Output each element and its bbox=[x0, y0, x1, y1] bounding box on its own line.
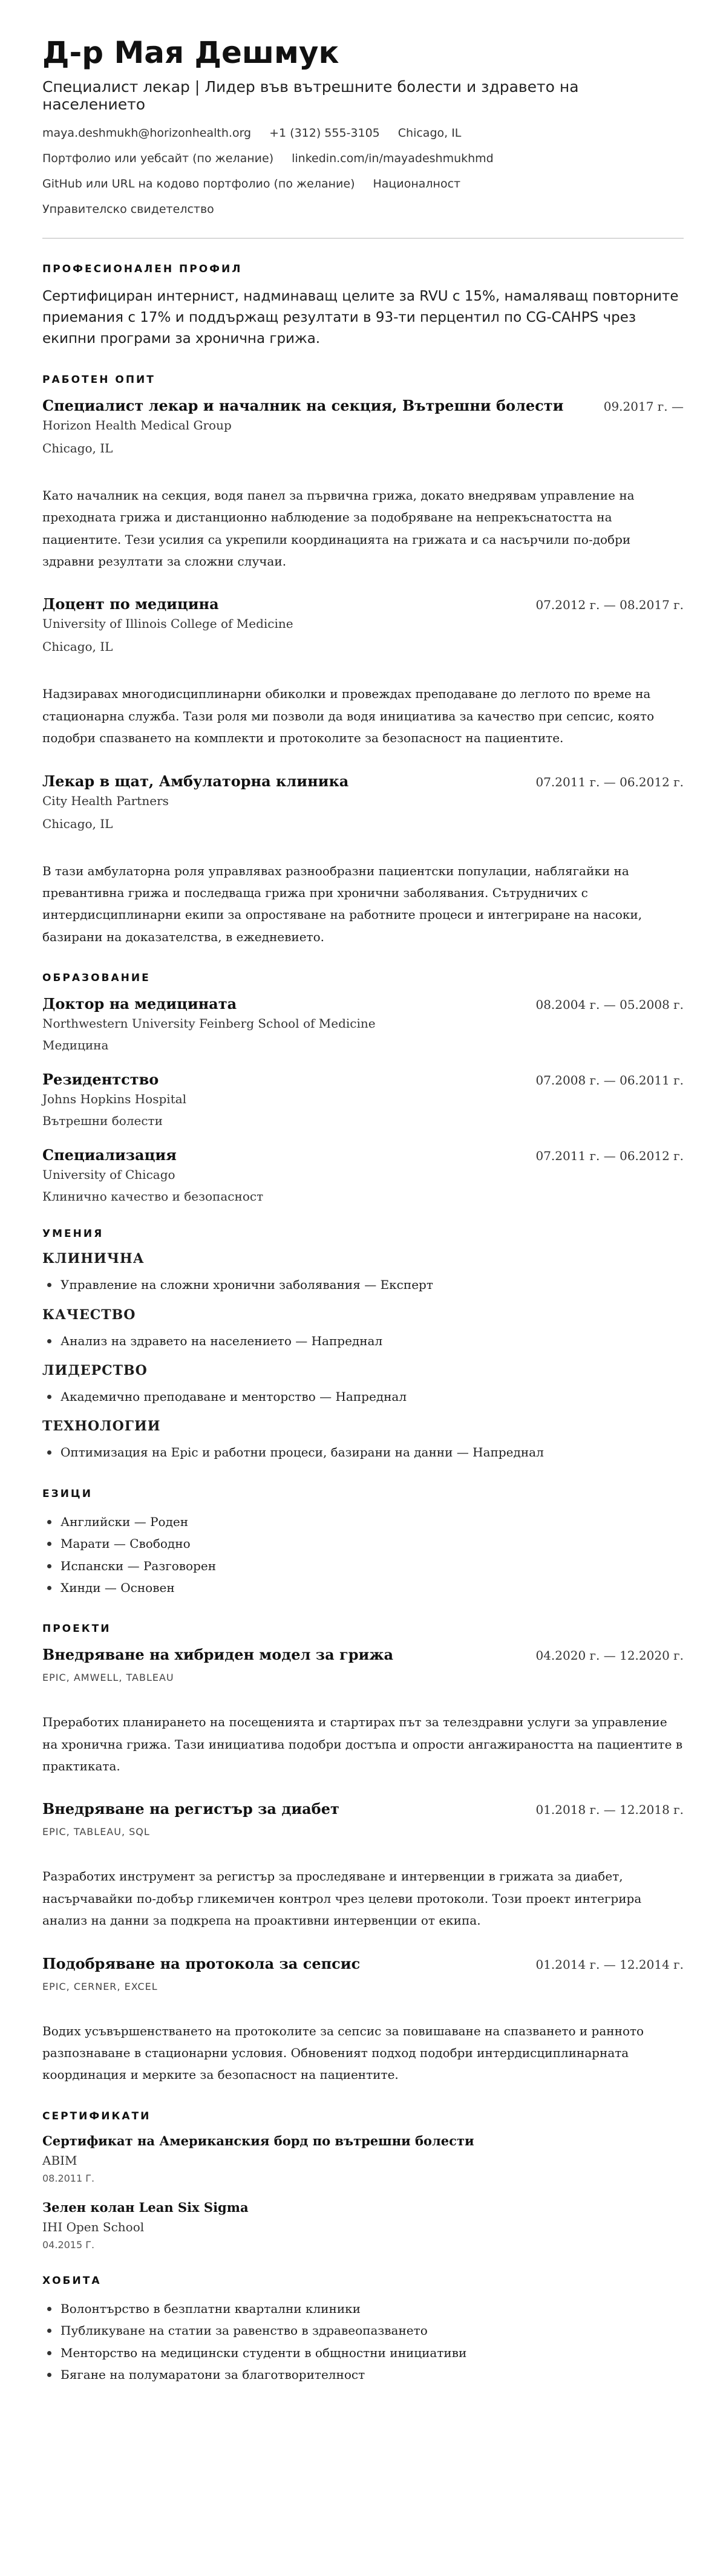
job-date: 07.2012 г. — 08.2017 г. bbox=[535, 598, 684, 613]
header-divider bbox=[42, 238, 684, 239]
job-description: Надзиравах многодисциплинарни обиколки и провеждах преподаване до леглото по време на стационарна служба. Тази роля ми позволи да водя инициатива за качество при сепсис, която подобри спазването на комплекти и протоколите за безопасност на пациентите. bbox=[42, 686, 655, 746]
hobbies-section bbox=[42, 2275, 684, 2386]
certification-entry bbox=[42, 2200, 684, 2251]
job-org: University of Illinois College of Medicine bbox=[42, 616, 293, 631]
certification-entry bbox=[42, 2133, 684, 2184]
degree-date: 07.2011 г. — 06.2012 г. bbox=[535, 1149, 684, 1164]
skill-list bbox=[42, 1441, 684, 1463]
contact-row-2 bbox=[42, 152, 684, 165]
skill-category: КАЧЕСТВО bbox=[42, 1306, 136, 1323]
degree-date: 08.2004 г. — 05.2008 г. bbox=[535, 997, 684, 1012]
language-item: Испански — Разговорен bbox=[42, 1555, 684, 1577]
job-location: Chicago, IL bbox=[42, 816, 113, 831]
license-text: Управителско свидетелство bbox=[42, 203, 214, 216]
project-title: Внедряване на хибриден модел за грижа bbox=[42, 1646, 394, 1664]
degree-date: 07.2008 г. — 06.2011 г. bbox=[535, 1073, 684, 1088]
cert-issuer: ABIM bbox=[42, 2153, 77, 2168]
education-entry bbox=[42, 1071, 684, 1128]
project-entry bbox=[42, 1646, 684, 1777]
job-location: Chicago, IL bbox=[42, 639, 113, 654]
cert-title: Зелен колан Lean Six Sigma bbox=[42, 2199, 249, 2215]
job-title: Специалист лекар и началник на секция, Вътрешни болести bbox=[42, 396, 564, 414]
job-title: Лекар в щат, Амбулаторна клиника bbox=[42, 772, 349, 790]
github-link[interactable]: GitHub или URL на кодово портфолио (по желание) bbox=[42, 177, 355, 191]
project-date: 01.2018 г. — 12.2018 г. bbox=[535, 1802, 684, 1818]
project-description: Преработих планирането на посещенията и стартирах път за телездравни услуги за управление на хронична грижа. Тази инициатива подобри достъпа и опрости ангажираността на пациентите в практиката. bbox=[42, 1715, 683, 1774]
education-entry bbox=[42, 995, 684, 1052]
job-org: City Health Partners bbox=[42, 793, 169, 808]
skill-item: Управление на сложни хронични заболявания — Експерт bbox=[42, 1274, 684, 1296]
section-title: ХОБИТА bbox=[42, 2274, 102, 2287]
skill-item: Академично преподаване и менторство — Напреднал bbox=[42, 1386, 684, 1407]
cert-date: 04.2015 Г. bbox=[42, 2239, 95, 2251]
project-description: Разработих инструмент за регистър за проследяване и интервенции в грижата за диабет, насърчавайки по-добър гликемичен контрол чрез целеви протоколи. Този проект интегрира анализ на данни за подкрепа на проактивни интервенции от екипа. bbox=[42, 1869, 642, 1928]
nationality-text: Националност bbox=[373, 177, 461, 191]
headline: Специалист лекар | Лидер във вътрешните болести и здравето на населението bbox=[42, 78, 579, 113]
project-title: Внедряване на регистър за диабет bbox=[42, 1800, 339, 1818]
job-date: 07.2011 г. — 06.2012 г. bbox=[535, 774, 684, 789]
project-entry bbox=[42, 1955, 684, 2086]
language-item: Хинди — Основен bbox=[42, 1577, 684, 1599]
job-org: Horizon Health Medical Group bbox=[42, 417, 232, 432]
hobby-list bbox=[42, 2298, 684, 2386]
projects-section bbox=[42, 1623, 684, 2086]
resume-header bbox=[42, 36, 684, 216]
job-description: В тази амбулаторна роля управлявах разнообразни пациентски популации, наблягайки на превантивна грижа и последваща грижа при хронични заболявания. Сътрудничих с интердисциплинарни екипи за опростяване на работните процеси и интегриране на насоки, базирани на доказателства, в ежедневието. bbox=[42, 863, 643, 944]
skill-list bbox=[42, 1274, 684, 1296]
section-title: ОБРАЗОВАНИЕ bbox=[42, 972, 151, 985]
project-date: 04.2020 г. — 12.2020 г. bbox=[535, 1648, 684, 1663]
hobby-item: Менторство на медицински студенти в общностни инициативи bbox=[42, 2342, 684, 2364]
phone-link[interactable]: +1 (312) 555-3105 bbox=[269, 126, 380, 140]
degree-title: Доктор на медицината bbox=[42, 995, 237, 1013]
cert-title: Сертификат на Американския борд по вътрешни болести bbox=[42, 2133, 474, 2148]
job-description: Като началник на секция, водя панел за първична грижа, докато внедрявам управление на преходната грижа и дистанционно наблюдение за подобряване на непрекъснатостта на пациентите. Тези усилия са укрепили координацията на грижата и са насърчили по-добри здравни резултати за сложни случаи. bbox=[42, 487, 635, 569]
job-date: 09.2017 г. — bbox=[603, 399, 684, 414]
school-name: Northwestern University Feinberg School of Medicine bbox=[42, 1016, 376, 1031]
degree-title: Специализация bbox=[42, 1146, 177, 1164]
skill-list bbox=[42, 1330, 684, 1352]
project-description: Водих усъвършенстването на протоколите за сепсис за повишаване на спазването и ранното разпознаване в стационарни условия. Обновеният подход подобри интердисциплинарната координация и мерките за безопасност на пациентите. bbox=[42, 2023, 644, 2082]
cert-issuer: IHI Open School bbox=[42, 2219, 145, 2234]
contact-row-1 bbox=[42, 126, 684, 140]
section-title: СЕРТИФИКАТИ bbox=[42, 2110, 151, 2122]
project-tech: EPIC, AMWELL, TABLEAU bbox=[42, 1672, 174, 1684]
portfolio-link[interactable]: Портфолио или уебсайт (по желание) bbox=[42, 152, 274, 165]
experience-section bbox=[42, 374, 684, 948]
contact-row-3 bbox=[42, 177, 684, 191]
project-tech: EPIC, TABLEAU, SQL bbox=[42, 1826, 150, 1838]
skill-item: Оптимизация на Epic и работни процеси, базирани на данни — Напреднал bbox=[42, 1441, 684, 1463]
degree-field: Клинично качество и безопасност bbox=[42, 1189, 264, 1204]
summary-text: Сертифициран интернист, надминаващ целите за RVU с 15%, намаляващ повторните приемания с 17% и поддържащ резултати в 93-ти перцентил по CG-CAHPS чрез екипни програми за хронична грижа. bbox=[42, 289, 679, 347]
skill-category: ТЕХНОЛОГИИ bbox=[42, 1418, 161, 1435]
job-location: Chicago, IL bbox=[42, 440, 113, 455]
language-item: Марати — Свободно bbox=[42, 1533, 684, 1554]
degree-title: Резидентство bbox=[42, 1071, 159, 1089]
section-title: УМЕНИЯ bbox=[42, 1228, 104, 1241]
contact-row-4 bbox=[42, 203, 684, 216]
education-entry bbox=[42, 1146, 684, 1204]
experience-entry bbox=[42, 772, 684, 948]
hobby-item: Волонтърство в безплатни квартални клиники bbox=[42, 2298, 684, 2320]
hobby-item: Бягане на полумаратони за благотворителност bbox=[42, 2364, 684, 2385]
project-title: Подобряване на протокола за сепсис bbox=[42, 1954, 361, 1972]
job-title: Доцент по медицина bbox=[42, 595, 219, 613]
language-item: Английски — Роден bbox=[42, 1511, 684, 1533]
project-entry bbox=[42, 1800, 684, 1931]
section-title: РАБОТЕН ОПИТ bbox=[42, 373, 155, 386]
section-title: ПРОЕКТИ bbox=[42, 1623, 111, 1635]
linkedin-link[interactable]: linkedin.com/in/mayadeshmukhmd bbox=[292, 152, 494, 165]
experience-entry bbox=[42, 397, 684, 573]
school-name: Johns Hopkins Hospital bbox=[42, 1092, 187, 1107]
project-tech: EPIC, CERNER, EXCEL bbox=[42, 1980, 158, 1992]
hobby-item: Публикуване на статии за равенство в здравеопазването bbox=[42, 2320, 684, 2341]
experience-entry bbox=[42, 595, 684, 749]
skills-section bbox=[42, 1228, 684, 1464]
summary-section bbox=[42, 263, 684, 350]
languages-section bbox=[42, 1488, 684, 1599]
skill-category: ЛИДЕРСТВО bbox=[42, 1362, 148, 1378]
email-link[interactable]: maya.deshmukh@horizonhealth.org bbox=[42, 126, 252, 140]
cert-date: 08.2011 Г. bbox=[42, 2172, 95, 2184]
candidate-name: Д-р Мая Дешмук bbox=[42, 35, 339, 70]
skill-category: КЛИНИЧНА bbox=[42, 1251, 145, 1267]
project-date: 01.2014 г. — 12.2014 г. bbox=[535, 1957, 684, 1972]
school-name: University of Chicago bbox=[42, 1167, 175, 1182]
section-title: ЕЗИЦИ bbox=[42, 1487, 93, 1500]
education-section bbox=[42, 972, 684, 1204]
location-text: Chicago, IL bbox=[397, 126, 462, 140]
skill-item: Анализ на здравето на населението — Напреднал bbox=[42, 1330, 684, 1352]
degree-field: Медицина bbox=[42, 1038, 109, 1053]
degree-field: Вътрешни болести bbox=[42, 1114, 163, 1129]
skill-list bbox=[42, 1386, 684, 1407]
language-list bbox=[42, 1511, 684, 1599]
section-title: ПРОФЕСИОНАЛЕН ПРОФИЛ bbox=[42, 263, 243, 275]
certifications-section bbox=[42, 2110, 684, 2251]
